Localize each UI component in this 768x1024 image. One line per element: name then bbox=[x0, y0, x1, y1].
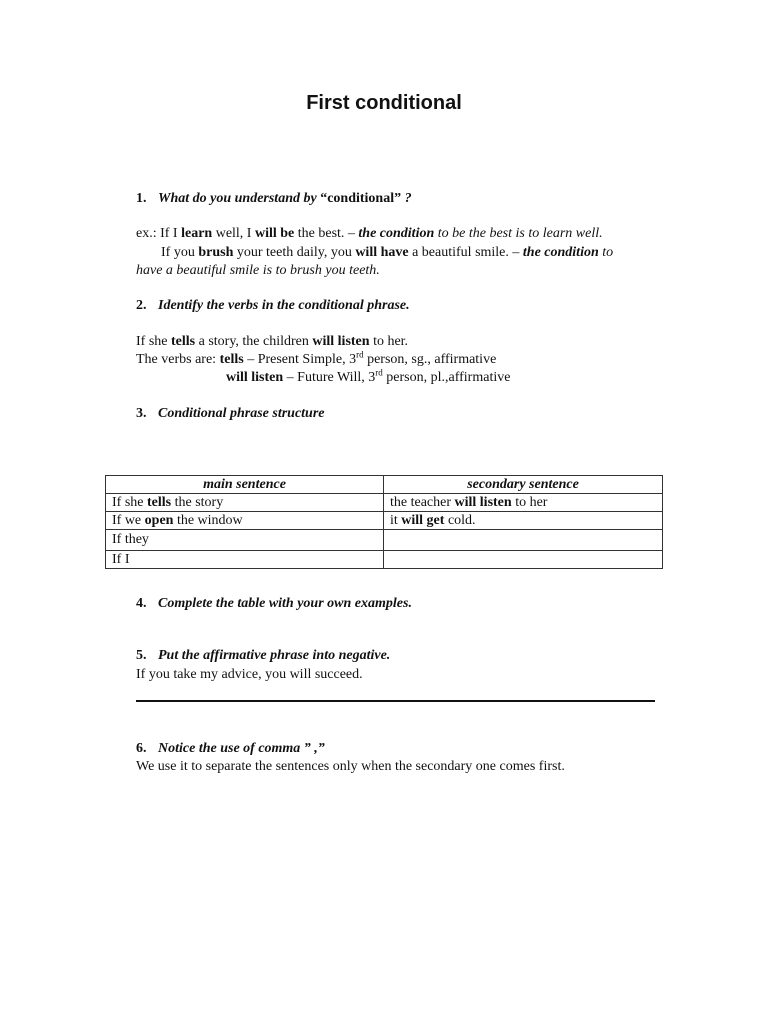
table-row bbox=[106, 530, 663, 551]
section-5-heading: 5. Put the affirmative phrase into negative. bbox=[136, 648, 391, 663]
section-number: 1. bbox=[136, 191, 147, 206]
section-1-heading: 1. What do you understand by “conditional” ? bbox=[136, 191, 412, 206]
verb-example-sentence: If she tells a story, the children will listen to her. bbox=[136, 334, 409, 349]
secondary-cell-empty bbox=[384, 551, 663, 569]
page-title: First conditional bbox=[306, 92, 462, 114]
main-cell: If she tells the story bbox=[106, 494, 384, 512]
section-2-heading: 2. Identify the verbs in the conditional phrase. bbox=[136, 298, 410, 313]
main-cell: If they bbox=[106, 530, 384, 551]
column-header-secondary: secondary sentence bbox=[384, 476, 663, 494]
secondary-cell: the teacher will listen to her bbox=[384, 494, 663, 512]
table-row bbox=[106, 551, 663, 569]
table-row bbox=[106, 494, 663, 512]
comma-rule-text: We use it to separate the sentences only when the secondary one comes first. bbox=[136, 759, 565, 774]
example-line-1: ex.: If I learn well, I will be the best. – the condition to be the best is to learn well. bbox=[136, 226, 603, 241]
example-line-2: If you brush your teeth daily, you will have a beautiful smile. – the condition to bbox=[161, 245, 614, 260]
section-4-heading: 4. Complete the table with your own examples. bbox=[136, 596, 412, 611]
conditional-table bbox=[105, 475, 663, 569]
affirmative-phrase: If you take my advice, you will succeed. bbox=[136, 667, 363, 682]
section-3-heading: 3. Conditional phrase structure bbox=[136, 406, 325, 421]
main-cell: If I bbox=[106, 551, 384, 569]
secondary-cell: it will get cold. bbox=[384, 512, 663, 530]
example-line-2-continued: have a beautiful smile is to brush you teeth. bbox=[136, 263, 380, 278]
verbs-line-1: The verbs are: tells – Present Simple, 3rd person, sg., affirmative bbox=[136, 349, 497, 367]
verbs-line-2: will listen – Future Will, 3rd person, pl.,affirmative bbox=[226, 367, 511, 385]
column-header-main: main sentence bbox=[106, 476, 384, 494]
table-header-row bbox=[106, 476, 663, 494]
table-row bbox=[106, 512, 663, 530]
section-6-heading: 6. Notice the use of comma ” ,” bbox=[136, 741, 325, 756]
answer-line bbox=[136, 700, 655, 702]
secondary-cell-empty bbox=[384, 530, 663, 551]
main-cell: If we open the window bbox=[106, 512, 384, 530]
